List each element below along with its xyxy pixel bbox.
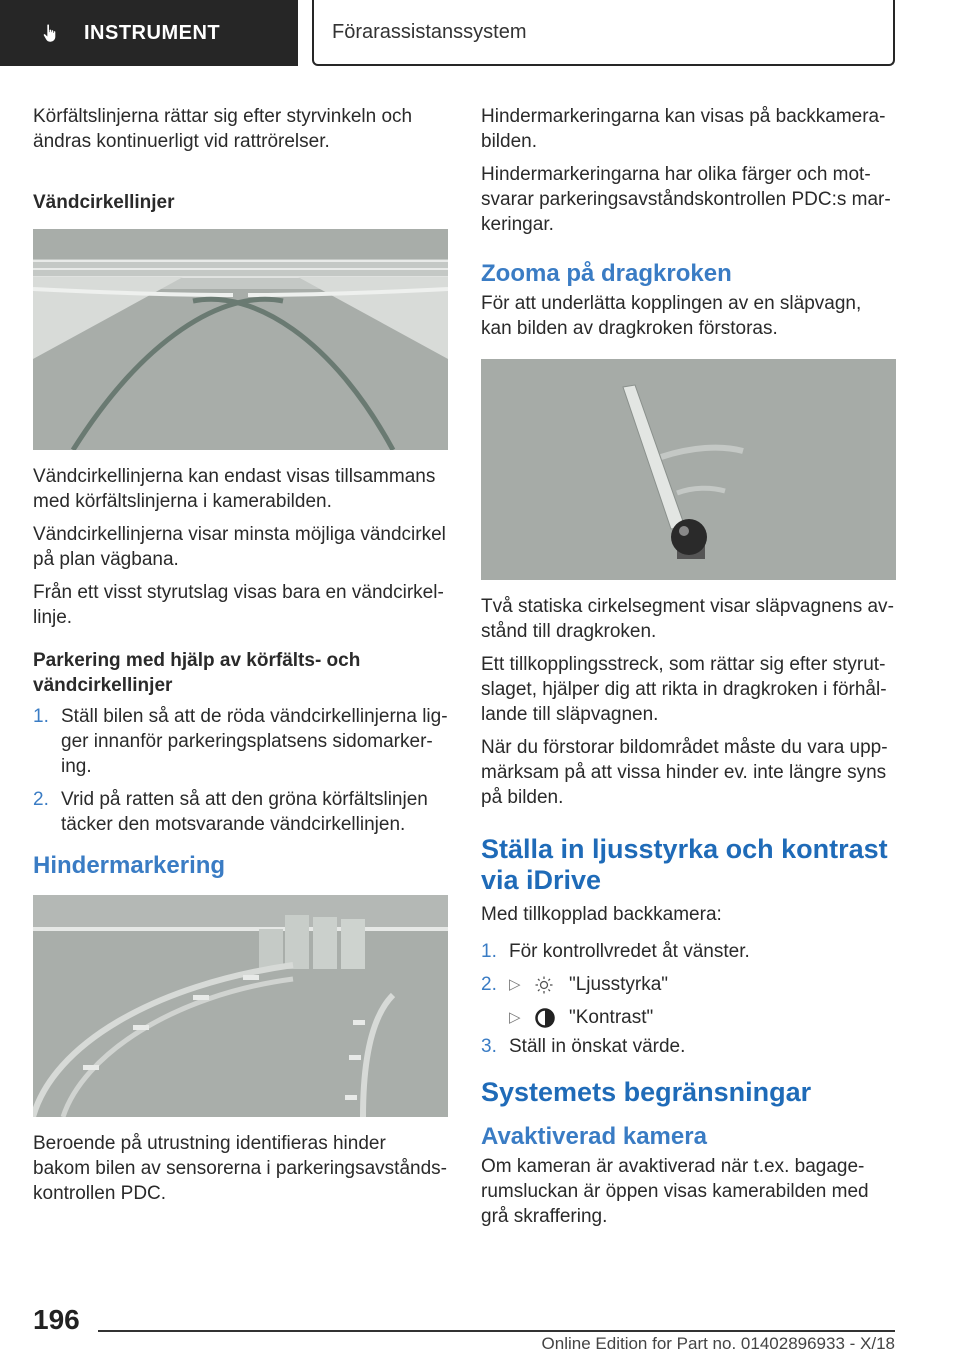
step-text: Ställ in önskat värde. — [509, 1036, 686, 1057]
sun-icon — [535, 976, 563, 994]
zoom-paragraph-1: För att underlätta kopplingen av en släpvagn, kan bilden av dragkroken förstoras. — [481, 293, 862, 339]
hand-icon — [40, 22, 62, 44]
turning-circle-heading: Vändcirkellinjer — [33, 192, 175, 213]
right-column — [481, 104, 896, 1237]
parking-steps — [33, 704, 448, 837]
brightness-paragraph: Med tillkopplad backkamera: — [481, 904, 722, 925]
brightness-steps — [481, 939, 896, 1059]
turning-paragraph-3: Från ett visst styrutslag visas bara en vändcirkellinje. — [33, 582, 444, 628]
section-tab — [0, 0, 298, 66]
brightness-heading: Ställa in ljusstyrka och kontrast via iDrive — [481, 834, 888, 895]
zoom-paragraph-2: Två statiska cirkelsegment visar släpvagnens avstånd till dragkroken. — [481, 596, 894, 642]
step-number: 3. — [481, 1036, 497, 1057]
edition-text: Online Edition for Part no. 01402896933 - X/18 — [541, 1334, 895, 1353]
limits-heading: Systemets begränsningar — [481, 1077, 812, 1107]
page-header — [0, 0, 960, 66]
contrast-label: "Kontrast" — [569, 1007, 654, 1028]
triangle-right-icon: ▷ — [509, 1009, 521, 1026]
obstacle-marking-image — [33, 895, 448, 1117]
obstacle-paragraph-1: Beroende på utrustning identifieras hinder bakom bilen av sensorerna i parkeringsavståndskontrollen PDC. — [33, 1133, 447, 1204]
tow-hitch-image — [481, 359, 896, 580]
step-text: Ställ bilen så att de röda vändcirkellinjerna ligger innanför parkeringsplatsens sidomarkering. — [61, 706, 448, 777]
brightness-menu-path — [509, 972, 896, 997]
triangle-right-icon: ▷ — [509, 976, 521, 993]
step-number: 2. — [481, 974, 497, 995]
obstacle-paragraph-3: Hindermarkeringarna har olika färger och motsvarar parkeringsavståndskontrollen PDC:s markeringar. — [481, 164, 891, 235]
section-title: INSTRUMENT — [84, 21, 221, 44]
camera-paragraph: Om kameran är avaktiverad när t.ex. bagagerumsluckan är öppen visas kamerabilden med grå skraffering. — [481, 1156, 869, 1227]
page-number: 196 — [33, 1304, 80, 1335]
step-text: Vrid på ratten så att den gröna körfältslinjen täcker den motsvarande vändcirkellinjen. — [61, 789, 428, 835]
step-number: 1. — [33, 706, 49, 727]
obstacle-heading: Hindermarkering — [33, 852, 226, 879]
zoom-paragraph-3: Ett tillkopplingsstreck, som rättar sig efter styrutslaget, hjälper dig att rikta in dragkroken i förhållande till släpvagnen. — [481, 654, 887, 725]
list-item — [481, 1034, 896, 1059]
footer-divider — [98, 1330, 895, 1332]
zoom-heading: Zooma på dragkroken — [481, 260, 732, 287]
turning-paragraph-2: Vändcirkellinjerna visar minsta möjliga vändcirkel på plan vägbana. — [33, 524, 446, 570]
turning-circle-lines-image — [33, 229, 448, 450]
chapter-tab — [312, 0, 895, 66]
list-item — [33, 704, 448, 779]
page-footer — [0, 1296, 960, 1362]
chapter-title: Förarassistanssystem — [332, 20, 527, 43]
step-text: För kontrollvredet åt vänster. — [509, 941, 750, 962]
left-column — [33, 104, 448, 1214]
parking-heading: Parkering med hjälp av körfälts- och vändcirkellinjer — [33, 650, 361, 696]
turning-paragraph-1: Vändcirkellinjerna kan endast visas tillsammans med körfältslinjerna i kamerabilden. — [33, 466, 436, 512]
obstacle-paragraph-2: Hindermarkeringarna kan visas på backkamerabilden. — [481, 106, 886, 152]
intro-paragraph: Körfältslinjerna rättar sig efter styrvinkeln och ändras kontinuerligt vid rattrörelser. — [33, 106, 413, 152]
camera-heading: Avaktiverad kamera — [481, 1123, 707, 1150]
list-item — [481, 972, 896, 1030]
brightness-label: "Ljusstyrka" — [569, 974, 669, 995]
list-item — [33, 787, 448, 837]
step-number: 1. — [481, 941, 497, 962]
contrast-menu-path — [509, 1005, 896, 1030]
zoom-paragraph-4: När du förstorar bildområdet måste du vara uppmärksam på att vissa hinder ev. inte längre syns på bilden. — [481, 737, 888, 808]
contrast-icon — [535, 1008, 563, 1028]
step-number: 2. — [33, 789, 49, 810]
list-item — [481, 939, 896, 964]
